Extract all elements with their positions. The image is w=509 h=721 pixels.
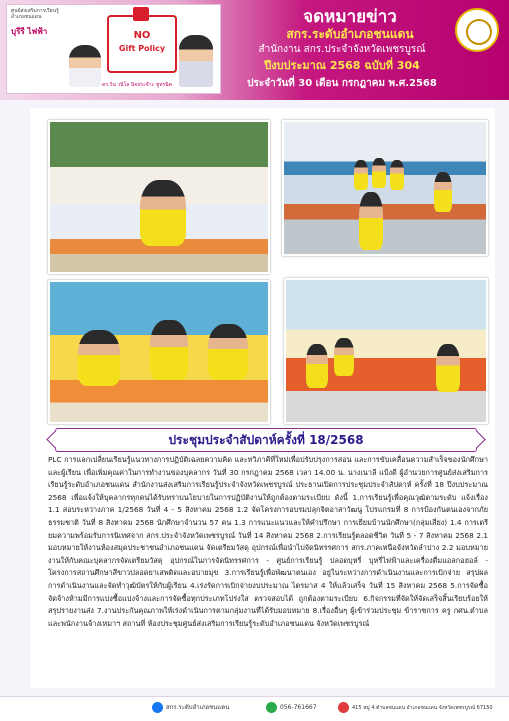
issue-number: ปีงบประมาณ 2568 ฉบับที่ 304 bbox=[264, 59, 420, 72]
location-icon bbox=[338, 702, 349, 713]
newsletter-title: จดหมายข่าว bbox=[303, 7, 397, 27]
organization-name: สกร.ระดับอำเภอชนแดน bbox=[286, 27, 414, 41]
newsletter-header bbox=[0, 0, 509, 100]
meeting-photo-2 bbox=[282, 120, 488, 256]
phone-number[interactable]: 056-761667 bbox=[280, 704, 317, 711]
banner-brand: บุรีรี ไฟฟ้า bbox=[11, 27, 48, 36]
issue-date: ประจำวันที่ 30 เดือน กรกฎาคม พ.ศ.2568 bbox=[247, 78, 437, 89]
attendee-figure bbox=[150, 320, 188, 380]
attendee-figure bbox=[334, 338, 354, 376]
article-headline-banner bbox=[55, 428, 477, 452]
meeting-photo-1 bbox=[48, 120, 270, 274]
officer-photo-left bbox=[69, 45, 101, 87]
attendee-figure bbox=[208, 324, 248, 380]
meeting-photo-3 bbox=[48, 280, 270, 424]
no-gift-policy-sign bbox=[107, 15, 177, 73]
organization-seal-icon bbox=[455, 8, 499, 52]
speaker-figure bbox=[140, 180, 186, 246]
attendee-figure bbox=[434, 172, 452, 212]
facebook-icon bbox=[152, 702, 163, 713]
facebook-page[interactable]: สกร.ระดับอำเภอชนแดน bbox=[166, 704, 230, 711]
officer-photo-right bbox=[179, 35, 213, 87]
gift-icon bbox=[133, 7, 149, 21]
office-name: สำนักงาน สกร.ประจำจังหวัดเพชรบูรณ์ bbox=[258, 44, 426, 55]
contact-footer bbox=[0, 696, 509, 721]
attendee-figure bbox=[390, 160, 404, 190]
article-body: PLC การแลกเปลี่ยนเรียนรู้แนวทางการปฏิบัติเฉลยความคิด และทวิภาคีที่ใหม่เพื่อปรับปรุงการสอน และการขับเคลื่อนความสำเร็จของนักศึกษาและผู้เรียน เพื่อเพิ่มคุณค่าในการทำงานของบุคลากร วันที่ 30 กรกฎาคม 2568 เวลา 14.00 น. นางเนาลี แป้งดี ผู้อำนวยการศูนย์ส่งเสริมการเรียนรู้ระดับอำเภอชนแดน สำนักงานส่งเสริมการเรียนรู้ประจำจังหวัดเพชรบูรณ์ ประธานเปิดการประชุมประจำสัปดาห์ ครั้งที่ 18 ปีงบประมาณ 2568 เพื่อแจ้งให้บุคลากรทุกคนได้รับทราบนโยบายในการปฏิบัติงานให้ถูกต้องตามระเบียบ ดังนี้ 1.การเรียนรู้เพื่อคุณวุฒิตามระดับ แจ้งเรื่อง 1.1 สอบระหว่างภาค 1/2568 วันที่ 4 - 5 สิงหาคม 2568 1.2 จัดโครงการอบรมปลุกจิตอาสาวัฒนู โปรแกรมที่ 8 การป้องกันตนเองจากภัยธรรมชาติ วันที่ 8 สิงหาคม 2568 นักศึกษาจำนวน 57 คน 1.3 การแนะแนวและให้คำปรึกษา การเยี่ยมบ้านนักศึกษา(กลุ่มเสี่ยง) 1.4 การเตรียมความพร้อมรับการนิเทศจาก สกร.ประจำจังหวัดเพชรบูรณ์ วันที่ 14 สิงหาคม 2568 2.การเรียนรู้ตลอดชีวิต วันที่ 5 - 7 สิงหาคม 2568 2.1 มอบหมายให้งานห้องสมุดประชาชนอำเภอชนแดน จัดเตรียมวัสดุ อุปกรณ์เพื่อนำไปจัดนิทรรศการ สกร.ภาคเหนือจังหวัดลำปาง 2.2 มอบหมายงานให้กับคณะบุคลากรจัดเตรียมวัสดุ อุปกรณ์ในการจัดนิทรรศการ - ศูนย์การเรียนรู้ ปลอดบุหรี่ บุหรี่ไฟฟ้าและเครื่องดื่มแอลกอฮอล์ - โครงการสถานศึกษาสีขาวปลอดยาเสพติดและอบายมุข 3.การเรียนรู้เพื่อพัฒนาตนเอง อยู่ในระหว่างการดำเนินงานและการเบิกจ่าย สรุปผลการดำเนินงานและจัดทำวุฒิบัตรให้กับผู้เรียน 4.เร่งรัดการเบิกจ่ายงบประมาณ ไตรมาส 4 ให้แล้วเสร็จ วันที่ 15 สิงหาคม 2568 5.การจัดซื้อจัดจ้างห้ามมีการแบ่งซื้อแบ่งจ้างและการจัดซื้อทุกประเภทโปร่งใส ตรวจสอบได้ ถูกต้องตามระเบียบ 6.กิจกรรมที่จัดให้จัดเสร็จสิ้นเรียบร้อยให้สรุปรายงานส่ง 7.งานประกันคุณภาพให้เร่งดำเนินการตามกลุ่มงานที่ได้รับมอบหมาย 8.เรื่องอื่นๆ ผู้เข้าร่วมประชุม ข้าราชการ ครู กศน.ตำบล และพนักงานจ้างเหมาฯ สถานที่ ห้องประชุมศูนย์ส่งเสริมการเรียนรู้ระดับอำเภอชนแดน จังหวัดเพชรบูรณ์ bbox=[48, 455, 488, 628]
attendee-figure bbox=[359, 192, 383, 250]
newsletter-content bbox=[30, 108, 495, 688]
attendee-figure bbox=[306, 344, 328, 388]
meeting-photo-4 bbox=[284, 278, 488, 424]
director-name: ดร.วิน วนิโล นิจประจ๊าะ ชูทรนิต bbox=[102, 82, 172, 88]
attendee-figure bbox=[354, 160, 368, 190]
banner-org-text: ศูนย์ส่งเสริมการเรียนรู้อำเภอชนแดน bbox=[11, 8, 59, 20]
attendee-figure bbox=[78, 330, 120, 386]
no-gift-policy-banner bbox=[6, 4, 221, 94]
address: 415 หมู่ 4 ตำบลชนแดน อำเภอชนแดน จังหวัดเพชรบูรณ์ 67150 bbox=[352, 705, 493, 711]
attendee-figure bbox=[372, 158, 386, 188]
phone-icon bbox=[266, 702, 277, 713]
article-headline: ประชุมประจำสัปดาห์ครั้งที่ 18/2568 bbox=[168, 433, 364, 447]
attendee-figure bbox=[436, 344, 460, 392]
no-gift-text: NO bbox=[133, 30, 151, 41]
gift-policy-text: Gift Policy bbox=[118, 44, 166, 53]
